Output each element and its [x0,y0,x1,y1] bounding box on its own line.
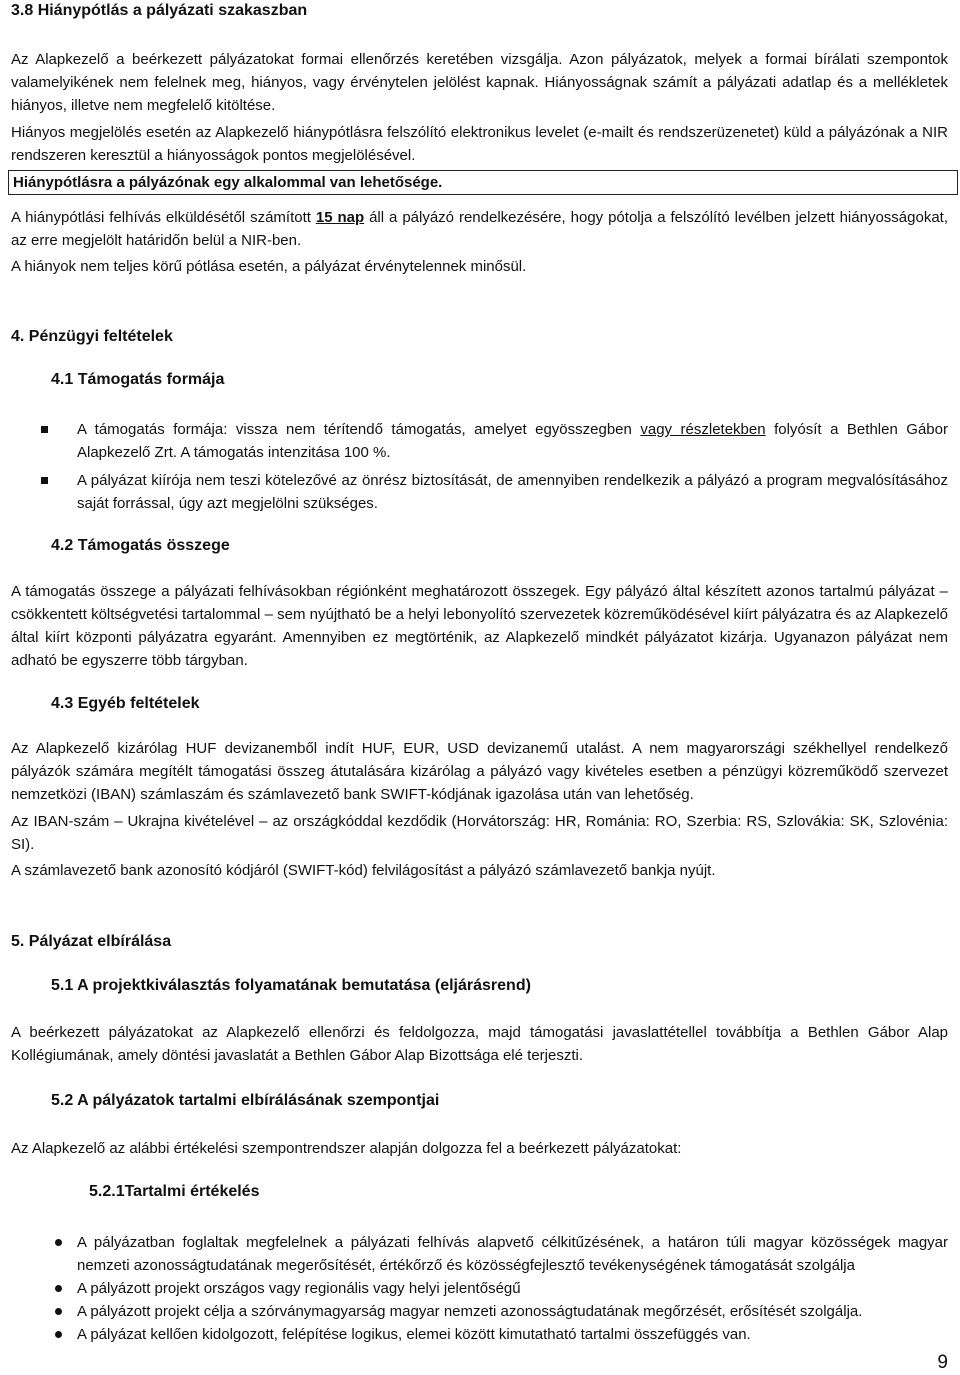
list-item [11,418,948,464]
paragraph: Hiányos megjelölés esetén az Alapkezelő hiánypótlásra felszólító elektronikus levelet (e-mailt és rendszerüzenetet) küld a pályázónak a NIR rendszeren keresztül a hiányosságok pontos megjelölésével. [11,124,948,164]
section-5-heading: 5. Pályázat elbírálása [11,933,172,950]
round-bullet-icon [55,1308,62,1315]
paragraph: Az IBAN-szám – Ukrajna kivételével – az országkóddal kezdődik (Horvátország: HR, Románia: RO, Szerbia: RS, Szlovákia: SK, Szlovénia: SI). [11,813,948,853]
paragraph: A beérkezett pályázatokat az Alapkezelő ellenőrzi és feldolgozza, majd támogatási javaslattétellel továbbítja a Bethlen Gábor Alap Kollégiumának, amely döntési javaslatát a Bethlen Gábor Alap Bizottsága elé terjeszti. [11,1024,948,1064]
page-number: 9 [937,1352,948,1373]
round-bullet-icon [55,1285,62,1292]
list-item [11,1323,948,1346]
text-run: folyósít a Bethlen Gábor Alapkezelő Zrt. A támogatás intenzitása 100 %. [77,421,948,461]
list-item [11,1277,948,1300]
square-bullet-icon [41,426,48,433]
text-run: áll a pályázó rendelkezésére, hogy pótolja a felszólító levélben jelzett hiányosságokat, az erre megjelölt határidőn belül a NIR-ben. [11,209,948,249]
bullet-list [11,1231,948,1346]
section-4-1-heading: 4.1 Támogatás formája [51,371,225,388]
text-run: A támogatás formája: vissza nem térítendő támogatás, amelyet egyösszegben [77,421,641,438]
list-item-text: A pályázott projekt országos vagy regionális vagy helyi jelentőségű [77,1280,521,1297]
underlined-text: vagy részletekben [640,421,766,438]
round-bullet-icon [55,1239,62,1246]
square-bullet-icon [41,477,48,484]
section-5-1-heading: 5.1 A projektkiválasztás folyamatának bemutatása (eljárásrend) [51,977,531,994]
section-4-3-heading: 4.3 Egyéb feltételek [51,695,200,712]
section-5-2-heading: 5.2 A pályázatok tartalmi elbírálásának szempontjai [51,1092,440,1109]
list-item-text: A pályázatban foglaltak megfelelnek a pályázati felhívás alapvető célkitűzésének, a határon túli magyar közösségek magyar nemzeti azonosságtudatának megerősítését, értékőrző és közösségfejlesztő tevékenységének támogatását szolgálja [77,1234,948,1274]
paragraph: A hiányok nem teljes körű pótlása esetén, a pályázat érvénytelennek minősül. [11,258,527,275]
list-item [11,1300,948,1323]
section-4-heading: 4. Pénzügyi feltételek [11,328,173,345]
paragraph: Az Alapkezelő az alábbi értékelési szempontrendszer alapján dolgozza fel a beérkezett pályázatokat: [11,1140,682,1157]
section-5-2-1-heading: 5.2.1Tartalmi értékelés [89,1183,260,1200]
round-bullet-icon [55,1331,62,1338]
list-item [11,1231,948,1277]
list-item-text: A pályázat kiírója nem teszi kötelezővé az önrész biztosítását, de amennyiben rendelkezik a pályázó a program megvalósításához saját forrással, úgy azt megjelölni szükséges. [77,472,948,512]
section-3-8-heading: 3.8 Hiánypótlás a pályázati szakaszban [11,2,308,19]
list-item-text: A pályázat kellően kidolgozott, felépítése logikus, elemei között kimutatható tartalmi összefüggés van. [77,1326,751,1343]
section-4-2-heading: 4.2 Támogatás összege [51,537,230,554]
list-item-text: A pályázott projekt célja a szórványmagyarság magyar nemzeti azonosságtudatának megőrzését, erősítését szolgálja. [77,1303,863,1320]
list-item [11,469,948,515]
boxed-notice: Hiánypótlásra a pályázónak egy alkalommal van lehetősége. [8,170,958,195]
paragraph: A támogatás összege a pályázati felhívásokban régiónként meghatározott összegek. Egy pályázó által készített azonos tartalmú pályázat – csökkentett költségvetési tartalommal – sem nyújtható be a helyi lebonyolító szervezetek közreműködésével kiírt pályázatra és az Alapkezelő által kiírt központi pályázatra egyaránt. Amennyiben ez megtörténik, az Alapkezelő mindkét pályázatot kizárja. Ugyanazon pályázat nem adható be egyszerre több tárgyban. [11,583,948,669]
paragraph: Az Alapkezelő kizárólag HUF devizanemből indít HUF, EUR, USD devizanemű utalást. A nem magyarországi székhellyel rendelkező pályázók számára megítélt támogatási összeg átutalására kizárólag a pályázó vagy kivételes esetben a pénzügyi közreműködő szervezet nemzetközi (IBAN) számlaszám és számlavezető bank SWIFT-kódjának igazolása után van lehetőség. [11,740,948,803]
bullet-list [11,418,948,515]
text-run: A hiánypótlási felhívás elküldésétől számított [11,209,316,226]
paragraph [11,206,948,252]
deadline-days: 15 nap [315,209,365,226]
paragraph: Az Alapkezelő a beérkezett pályázatokat formai ellenőrzés keretében vizsgálja. Azon pályázatok, melyek a formai bírálati szempontok valamelyikének nem felelnek meg, hiányos, vagy érvénytelen jelölést kapnak. Hiányosságnak számít a pályázati adatlap és a mellékletek hiányos, illetve nem megfelelő kitöltése. [11,51,948,114]
paragraph: A számlavezető bank azonosító kódjáról (SWIFT-kód) felvilágosítást a pályázó számlavezető bankja nyújt. [11,862,716,879]
